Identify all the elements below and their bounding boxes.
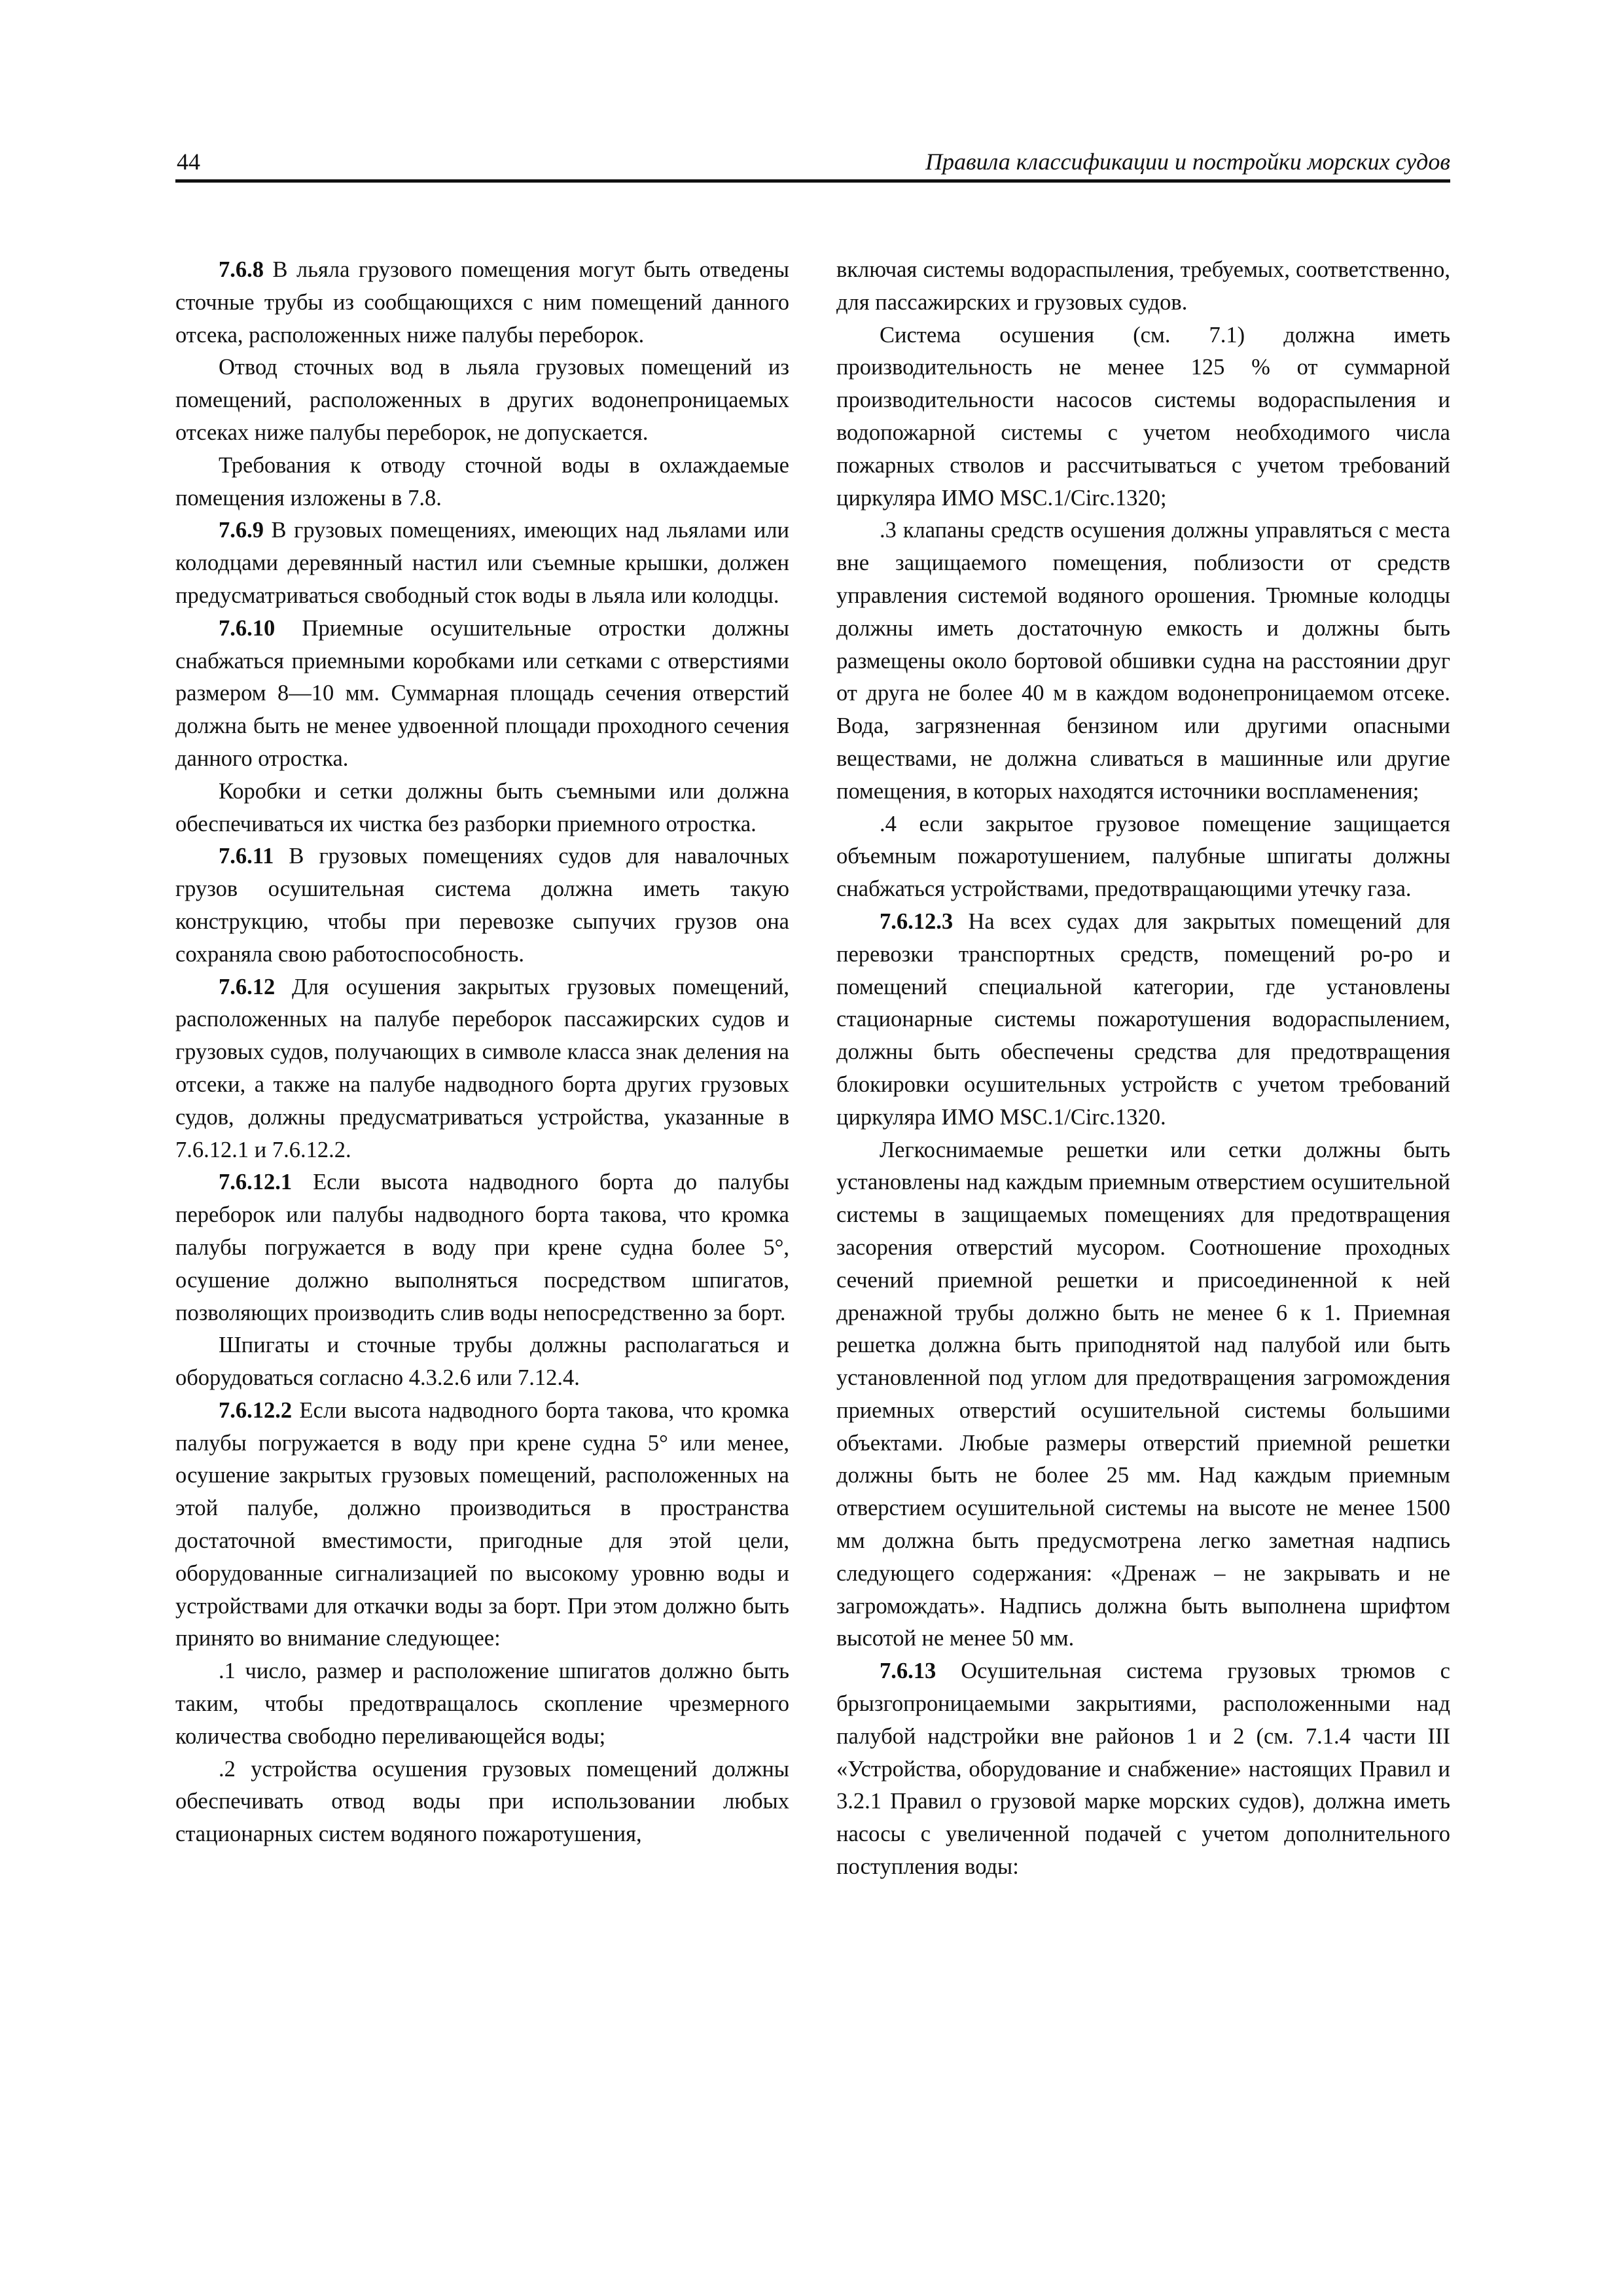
paragraph	[175, 351, 789, 449]
section-number: 7.6.8	[219, 257, 264, 282]
paragraph-text: Коробки и сетки должны быть съемными или должна обеспечиваться их чистка без разборки приемного отростка.	[175, 778, 789, 836]
paragraph-text: На всех судах для закрытых помещений для перевозки транспортных средств, помещений ро-ро и помещений специальной категории, где установлены стационарные системы пожаротушения водораспылением, должны быть обеспечены средства для предотвращения блокировки осушительных устройств с учетом требований циркуляра ИМО MSC.1/Circ.1320.	[836, 908, 1450, 1130]
paragraph-text: Шпигаты и сточные трубы должны располагаться и оборудоваться согласно 4.3.2.6 или 7.12.4.	[175, 1333, 789, 1391]
section-number: 7.6.11	[219, 844, 274, 869]
page-number: 44	[177, 149, 200, 175]
paragraph-text: Отвод сточных вод в льяла грузовых помещений из помещений, расположенных в других водонепроницаемых отсеках ниже палубы переборок, не допускается.	[175, 355, 789, 445]
paragraph	[175, 1329, 789, 1395]
section-number: 7.6.10	[219, 615, 276, 641]
paragraph	[175, 514, 789, 612]
paragraph	[836, 906, 1450, 1134]
paragraph-text: .1 число, размер и расположение шпигатов должно быть таким, чтобы предотвращалось скопление чрезмерного количества свободно переливающейся воды;	[175, 1659, 789, 1749]
left-column	[175, 254, 789, 1851]
paragraph	[175, 840, 789, 971]
paragraph-text: Система осушения (см. 7.1) должна иметь производительность не менее 125 % от суммарной производительности насосов системы водораспыления и водопожарной системы с учетом необходимого числа пожарных стволов и рассчитываться с учетом требований циркуляра ИМО MSC.1/Circ.1320;	[836, 322, 1450, 511]
paragraph	[836, 254, 1450, 319]
paragraph-text: Легкоснимаемые решетки или сетки должны быть установлены над каждым приемным отверстием осушительной системы в защищаемых помещениях для предотвращения засорения отверстий мусором. Соотношение проходных сечений приемной решетки и присоединенной к ней дренажной трубы должно быть не менее 6 к 1. Приемная решетка должна быть приподнятой над палубой или быть установленной под углом для предотвращения загромождения приемных отверстий осушительной системы большими объектами. Любые размеры отверстий приемной решетки должны быть не более 25 мм. Над каждым приемным отверстием осушительной системы на высоте не менее 1500 мм должна быть предусмотрена легко заметная надпись следующего содержания: «Дренаж – не закрывать и не загромождать». Надпись должна быть выполнена шрифтом высотой не менее 50 мм.	[836, 1137, 1450, 1651]
section-number: 7.6.12.3	[880, 908, 954, 934]
paragraph-text: .4 если закрытое грузовое помещение защищается объемным пожаротушением, палубные шпигаты должны снабжаться устройствами, предотвращающими утечку газа.	[836, 811, 1450, 902]
paragraph-text: Приемные осушительные отростки должны снабжаться приемными коробками или сетками с отверстиями размером 8—10 мм. Суммарная площадь сечения отверстий должна быть не менее удвоенной площади проходного сечения данного отростка.	[175, 615, 789, 771]
paragraph-text: В грузовых помещениях судов для навалочных грузов осушительная система должна иметь такую конструкцию, чтобы при перевозке сыпучих грузов она сохраняла свою работоспособность.	[175, 844, 789, 967]
paragraph	[175, 1166, 789, 1329]
paragraph	[175, 1395, 789, 1655]
page-header	[175, 145, 1450, 183]
paragraph	[836, 1655, 1450, 1884]
section-number: 7.6.12.1	[219, 1170, 293, 1195]
paragraph	[175, 1655, 789, 1753]
right-column	[836, 254, 1450, 1884]
paragraph	[836, 808, 1450, 906]
section-number: 7.6.9	[219, 518, 264, 543]
paragraph	[836, 514, 1450, 808]
paragraph	[175, 1753, 789, 1851]
paragraph-text: Для осушения закрытых грузовых помещений, расположенных на палубе переборок пассажирских судов и грузовых судов, получающих в символе класса знак деления на отсеки, а также на палубе надводного борта других грузовых судов, должны предусматриваться устройства, указанные в 7.6.12.1 и 7.6.12.2.	[175, 974, 789, 1162]
paragraph-text: Если высота надводного борта до палубы переборок или палубы надводного борта такова, что кромка палубы погружается в воду при крене судна более 5°, осушение должно выполняться посредством шпигатов, позволяющих производить слив воды непосредственно за борт.	[175, 1170, 789, 1325]
paragraph	[175, 971, 789, 1167]
paragraph-text: В грузовых помещениях, имеющих над льялами или колодцами деревянный настил или съемные крышки, должен предусматриваться свободный сток воды в льяла или колодцы.	[175, 518, 789, 608]
paragraph	[175, 613, 789, 776]
paragraph-text: Требования к отводу сточной воды в охлаждаемые помещения изложены в 7.8.	[175, 452, 789, 511]
paragraph-text: .3 клапаны средств осушения должны управляться с места вне защищаемого помещения, поблизости от средств управления системой водяного орошения. Трюмные колодцы должны иметь достаточную емкость и должны быть размещены около бортовой обшивки судна на расстоянии друг от друга не более 40 м в каждом водонепроницаемом отсеке. Вода, загрязненная бензином или другими опасными веществами, не должна сливаться в машинные или другие помещения, в которых находятся источники воспламенения;	[836, 518, 1450, 804]
paragraph-text: Если высота надводного борта такова, что кромка палубы погружается в воду при крене судна 5° или менее, осушение закрытых грузовых помещений, расположенных на этой палубе, должно производиться в пространства достаточной вместимости, пригодные для этой цели, оборудованные сигнализацией по высокому уровню воды и устройствами для откачки воды за борт. При этом должно быть принято во внимание следующее:	[175, 1397, 789, 1651]
paragraph-text: .2 устройства осушения грузовых помещений должны обеспечивать отвод воды при использовании любых стационарных систем водяного пожаротушения,	[175, 1756, 789, 1847]
paragraph-text: В льяла грузового помещения могут быть отведены сточные трубы из сообщающихся с ним помещений данного отсека, расположенных ниже палубы переборок.	[175, 257, 789, 348]
section-number: 7.6.13	[880, 1659, 936, 1684]
running-title: Правила классификации и постройки морских судов	[925, 149, 1450, 175]
paragraph	[836, 319, 1450, 515]
paragraph	[836, 1134, 1450, 1656]
paragraph	[175, 254, 789, 351]
paragraph-text: Осушительная система грузовых трюмов с брызгопроницаемыми закрытиями, расположенными над палубой надстройки вне районов 1 и 2 (см. 7.1.4 части III «Устройства, оборудование и снабжение» настоящих Правил и 3.2.1 Правил о грузовой марке морских судов), должна иметь насосы с увеличенной подачей с учетом дополнительного поступления воды:	[836, 1659, 1450, 1880]
paragraph	[175, 776, 789, 841]
paragraph	[175, 450, 789, 515]
paragraph-text: включая системы водораспыления, требуемых, соответственно, для пассажирских и грузовых судов.	[836, 257, 1450, 315]
section-number: 7.6.12.2	[219, 1397, 293, 1423]
section-number: 7.6.12	[219, 974, 276, 999]
